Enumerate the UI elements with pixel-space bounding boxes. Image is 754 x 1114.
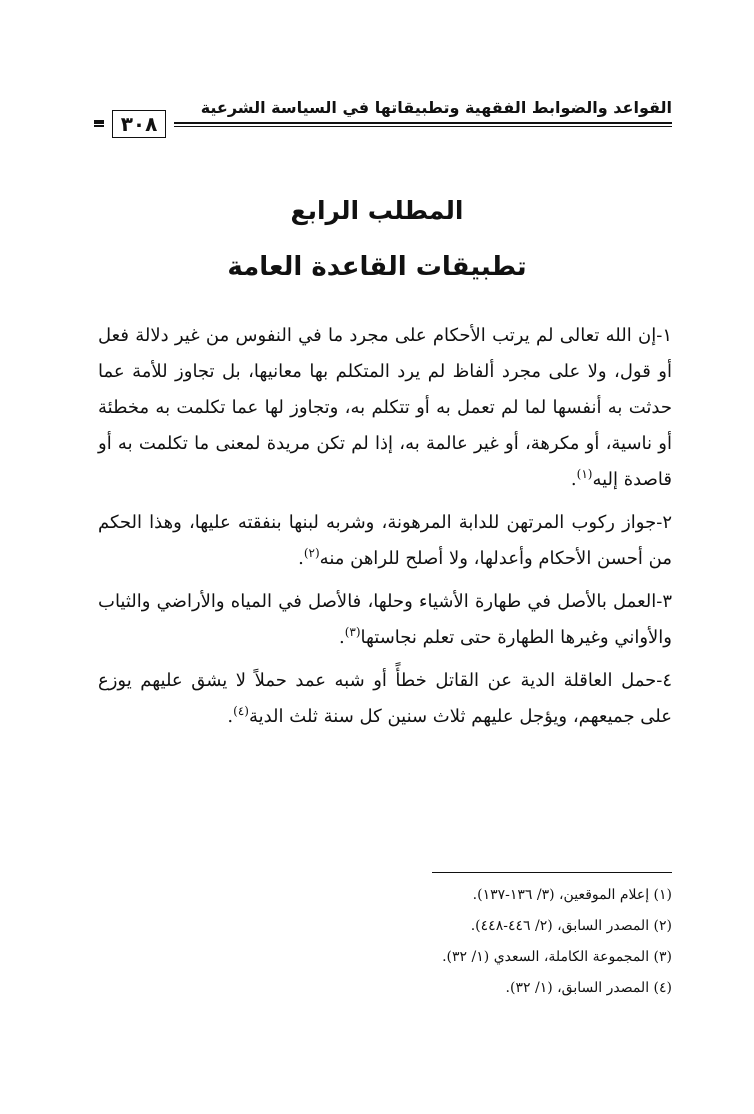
- body-text: [98, 318, 672, 742]
- section-title: المطلب الرابع: [290, 196, 464, 225]
- paragraph-4: ٤-حمل العاقلة الدية عن القاتل خطأً أو شبه عمد حملاً لا يشق عليهم يوزع على جميعهم، ويؤجل عليهم ثلاث سنين كل سنة ثلث الدية$^{(٤)}$.: [98, 670, 672, 727]
- footnote-4: (٤) المصدر السابق، (١/ ٣٢).: [505, 980, 672, 996]
- section-subtitle: تطبيقات القاعدة العامة: [227, 252, 527, 282]
- footnote-separator: [432, 872, 672, 873]
- footnote-ref[interactable]: (٣): [344, 625, 361, 639]
- page-number-ornament: [94, 120, 104, 130]
- header-rule-thin: [94, 126, 672, 127]
- footnote-ref[interactable]: (١): [576, 467, 593, 481]
- header-rule: [94, 122, 672, 124]
- footnote-2: (٢) المصدر السابق، (٢/ ٤٤٦-٤٤٨).: [470, 918, 672, 934]
- running-title: القواعد والضوابط الفقهية وتطبيقاتها في السياسة الشرعية: [200, 98, 672, 117]
- page-number-box: [104, 106, 174, 142]
- paragraph-2: ٢-جواز ركوب المرتهن للدابة المرهونة، وشربه لبنها بنفقته عليها، وهذا الحكم من أحسن الأحكام وأعدلها، ولا أصلح للراهن منه$^{(٢)}$.: [98, 512, 672, 569]
- paragraph-3: ٣-العمل بالأصل في طهارة الأشياء وحلها، فالأصل في المياه والأراضي والثياب والأواني وغيرها الطهارة حتى تعلم نجاستها$^{(٣)}$.: [98, 591, 672, 648]
- paragraph-1: ١-إن الله تعالى لم يرتب الأحكام على مجرد ما في النفوس من غير دلالة فعل أو قول، ولا على مجرد ألفاظ لم يرد المتكلم بها معانيها، بل تجاوز للأمة عما حدثت به أنفسها لما لم تعمل به أو تتكلم به، وتجاوز لها عما تكلمت به مخطئة أو ناسية، أو مكرهة، أو غير عالمة به، إذا لم تكن مريدة لمعنى ما تكلمت به أو قاصدة إليه$^{(١)}$.: [98, 325, 672, 490]
- page-number: ٣٠٨: [112, 110, 167, 138]
- footnotes: [300, 880, 672, 1004]
- footnote-ref[interactable]: (٤): [233, 704, 249, 718]
- running-header: [94, 84, 672, 144]
- footnote-1: (١) إعلام الموقعين، (٣/ ١٣٦-١٣٧).: [472, 887, 672, 903]
- footnote-ref[interactable]: (٢): [303, 546, 320, 560]
- footnote-3: (٣) المجموعة الكاملة، السعدي (١/ ٣٢).: [442, 949, 672, 965]
